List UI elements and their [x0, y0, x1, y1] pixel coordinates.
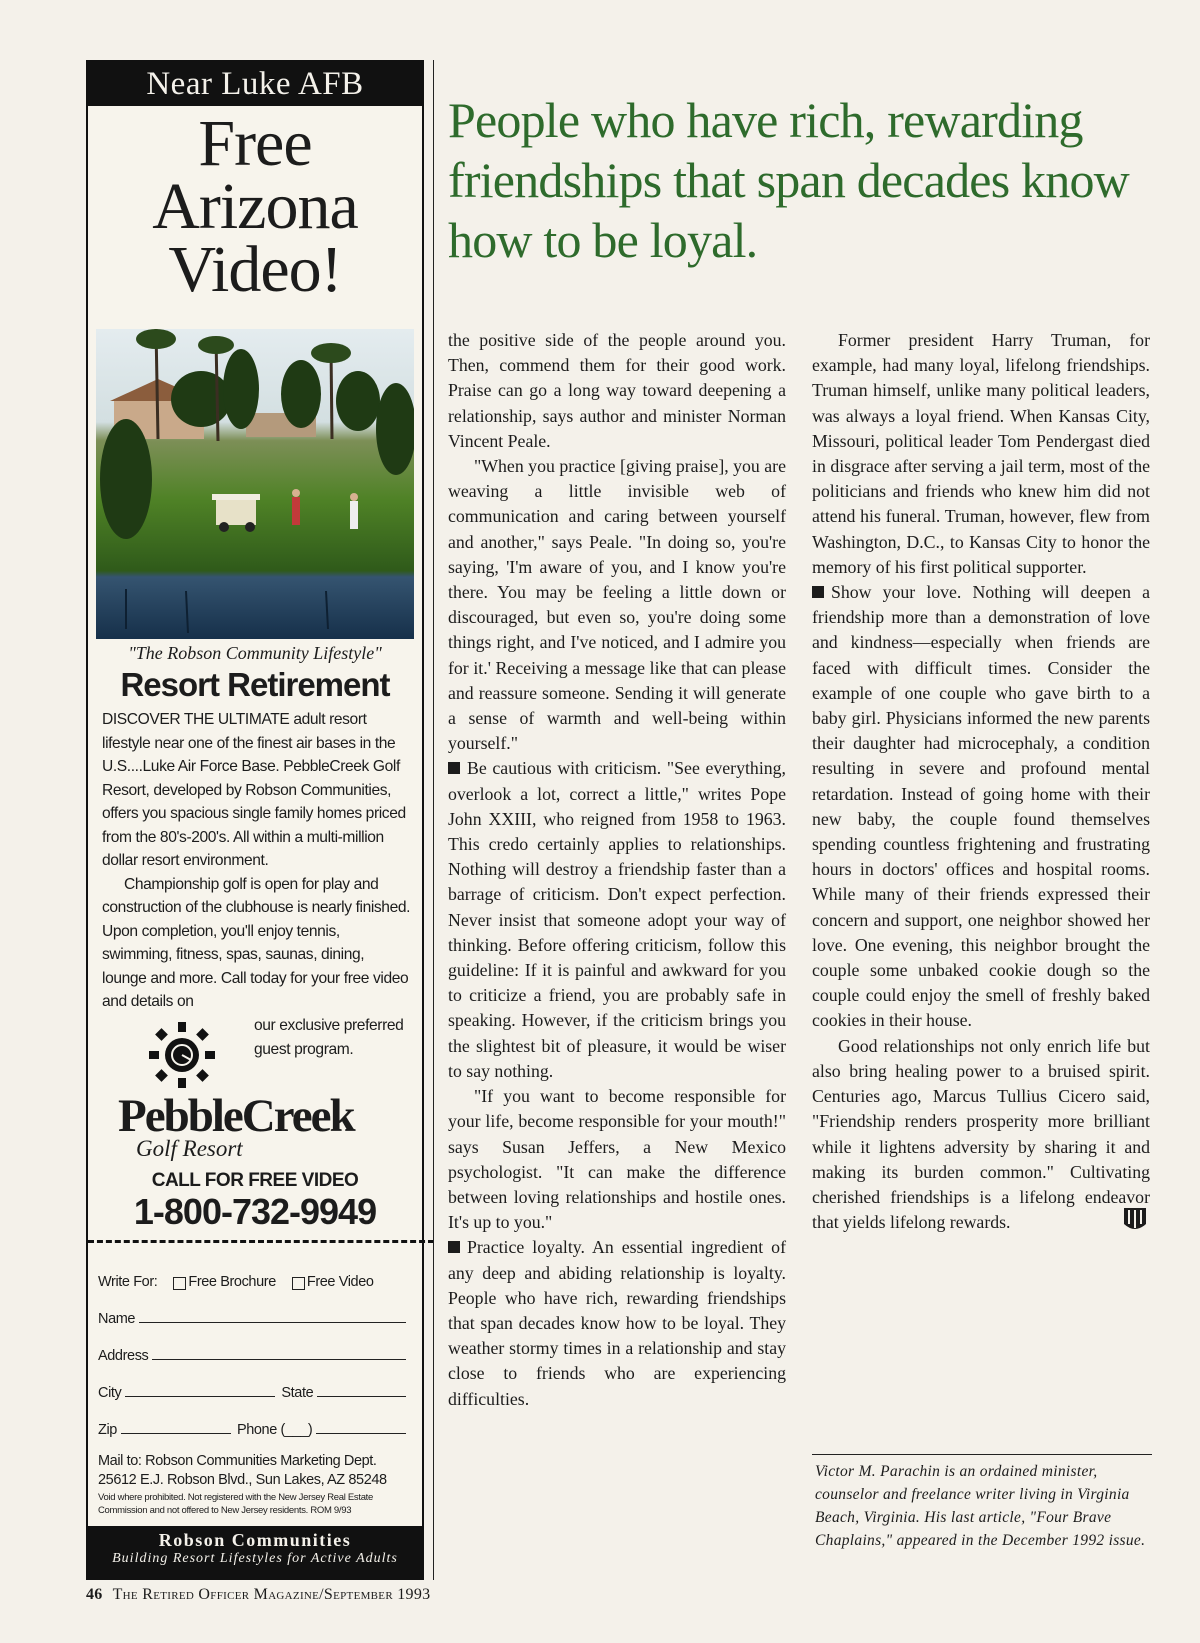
ad-body-paragraph: DISCOVER THE ULTIMATE adult resort lifestyle near one of the finest air bases in the U.S....Luke Air Force Base. PebbleCreek Golf Resort, developed by Robson Communities, offers you spacious single family homes priced from the 80's-200's. All within a multi-million dollar resort environment.	[102, 711, 406, 869]
column-divider	[433, 60, 434, 1580]
headline-line: how to be loyal.	[448, 212, 758, 268]
legal-fine-print: Void where prohibited. Not registered with the New Jersey Real Estate Commission and not offered to New Jersey residents. ROM 9/93	[98, 1491, 374, 1516]
ad-footer	[88, 1526, 422, 1578]
coupon-cut-line	[88, 1240, 434, 1243]
square-bullet-icon	[448, 762, 460, 774]
ad-body	[102, 708, 412, 1092]
headline-line: friendships that span decades know	[448, 152, 1129, 208]
form-zip-row	[98, 1401, 412, 1438]
address-field[interactable]	[152, 1358, 406, 1360]
article-headline	[448, 90, 1168, 270]
article-column-2	[812, 328, 1150, 1235]
article-paragraph: "If you want to become responsible for your life, become responsible for your mouth!" says Susan Jeffers, a New Mexico psychologist. "It can make the difference between loving relationships and hostile ones. It's up to you."	[448, 1086, 786, 1233]
form-address-row	[98, 1327, 412, 1364]
end-mark-icon	[1120, 1204, 1150, 1234]
ad-headline-line: Video!	[168, 233, 342, 306]
page-number: 46	[86, 1586, 103, 1603]
ad-program-text: our exclusive preferred guest program.	[254, 1016, 404, 1058]
magazine-issue: The Retired Officer Magazine/September 1993	[112, 1586, 431, 1603]
video-label: Free Video	[306, 1273, 374, 1290]
city-label: City	[98, 1384, 122, 1401]
ad-headline-line: Arizona	[152, 170, 358, 243]
headline-line: People who have rich, rewarding	[448, 92, 1083, 148]
zip-label: Zip	[98, 1421, 117, 1438]
form-city-row	[98, 1364, 412, 1401]
ad-title: Resort Retirement	[120, 666, 390, 703]
phone-label: Phone (___)	[236, 1421, 313, 1438]
article-paragraph: the positive side of the people around you. Then, commend them for their good work. Praise can go a long way toward deepening a relationship, says author and minister Norman Vincent Peale.	[448, 330, 786, 451]
advertisement	[86, 60, 424, 1580]
ad-headline-line: Free	[198, 107, 312, 180]
state-field[interactable]	[317, 1395, 406, 1397]
phone-field[interactable]	[316, 1432, 406, 1434]
article-paragraph-final	[812, 1034, 1150, 1236]
coupon-form	[98, 1253, 412, 1438]
brochure-label: Free Brochure	[188, 1273, 276, 1290]
ad-call-to-action: CALL FOR FREE VIDEO	[151, 1169, 359, 1191]
address-label: Address	[98, 1347, 149, 1364]
name-label: Name	[98, 1310, 136, 1327]
page-folio	[86, 1586, 430, 1604]
ad-footer-tagline: Building Resort Lifestyles for Active Adults	[112, 1551, 398, 1566]
form-name-row	[98, 1290, 412, 1327]
article-paragraph-bulleted	[448, 756, 786, 1084]
ad-brand-subtitle: Golf Resort	[136, 1135, 243, 1161]
article-paragraph: "When you practice [giving praise], you are weaving a little invisible web of communication and caring between yourself and another," says Peale. "In doing so, you're saying, 'I'm aware of you, and I know you're there. You may be feeling a little down or discouraged, but even so, you're doing some things right, and I've noticed, and I admire you for it.' Receiving a message like that can please and reassure someone. Sending it will generate a sense of warmth and well-being within yourself."	[448, 456, 786, 754]
pebblecreek-sunburst-icon	[147, 1020, 217, 1090]
golf-course-illustration	[96, 329, 414, 639]
write-for-label: Write For:	[98, 1273, 158, 1290]
golf-course-photo	[96, 329, 414, 639]
mailing-address: Mail to: Robson Communities Marketing Dept. 25612 E.J. Robson Blvd., Sun Lakes, AZ 85248	[98, 1452, 387, 1488]
article-paragraph-text: Good relationships not only enrich life but also bring healing power to a bruised spirit. Centuries ago, Marcus Tullius Cicero said, "Friendship renders prosperity more brilliant while it lightens adversity by sharing it and making its burden common." Cultivating cherished friendships is a lifelong endeavor that yields lifelong rewards.	[812, 1035, 1150, 1233]
name-field[interactable]	[139, 1321, 406, 1323]
article-paragraph-bulleted	[448, 1235, 786, 1411]
article-paragraph-bulleted	[812, 580, 1150, 1034]
ad-banner: Near Luke AFB	[88, 62, 422, 106]
ad-caption: "The Robson Community Lifestyle"	[128, 643, 382, 663]
zip-field[interactable]	[121, 1432, 231, 1434]
ad-program-row	[102, 1014, 412, 1092]
author-bio: Victor M. Parachin is an ordained minister, counselor and freelance writer living in Virginia Beach, Virginia. His last article, "Four Brave Chaplains," appeared in the December 1992 issue.	[815, 1463, 1146, 1549]
ad-headline	[88, 107, 422, 306]
ad-brand-logo: PebbleCreek	[118, 1089, 354, 1142]
article-paragraph-text: Practice loyalty. An essential ingredient of any deep and abiding relationship is loyalty. People who have rich, rewarding friendships that span decades know how to be loyal. They weather stormy times in a relationship and stay close to friends who are experiencing difficulties.	[448, 1237, 786, 1409]
article-paragraph: Former president Harry Truman, for example, had many loyal, lifelong friendships. Truman himself, unlike many political leaders, was always a loyal friend. When Kansas City, Missouri, political leader Tom Pendergast died in disgrace after serving a jail term, most of the politicians and friends who knew him did not attend his funeral. Truman, however, flew from Washington, D.C., to Kansas City to honor the memory of his first political supporter.	[812, 330, 1150, 577]
article-column-1	[448, 328, 786, 1412]
video-checkbox[interactable]	[292, 1277, 305, 1290]
form-request-row	[98, 1253, 412, 1290]
bio-divider	[812, 1454, 1152, 1455]
state-label: State	[281, 1384, 314, 1401]
city-field[interactable]	[125, 1395, 275, 1397]
square-bullet-icon	[812, 586, 824, 598]
ad-footer-company: Robson Communities	[158, 1530, 352, 1550]
square-bullet-icon	[448, 1241, 460, 1253]
ad-body-paragraph: Championship golf is open for play and construction of the clubhouse is nearly finished. Upon completion, you'll enjoy tennis, swimming, fitness, spas, saunas, dining, lounge and more. Call today for your free video and details on	[102, 875, 411, 1010]
article-paragraph-text: Be cautious with criticism. "See everything, overlook a lot, correct a little," writes Pope John XXIII, who reigned from 1958 to 1963. This credo certainly applies to relationships. Nothing will destroy a friendship faster than a barrage of criticism. Don't expect perfection. Never insist that someone adopt your way of thinking. Before offering criticism, follow this guideline: If it is painful and awkward for you to criticize a friend, you are probably safe in speaking. However, if the criticism brings you the slightest bit of pleasure, it would be wiser to say nothing.	[448, 758, 786, 1081]
ad-phone-number: 1-800-732-9949	[133, 1190, 377, 1232]
brochure-checkbox[interactable]	[173, 1277, 186, 1290]
article-paragraph-text: Show your love. Nothing will deepen a friendship more than a demonstration of love and kindness—especially when friends are faced with difficult times. Consider the example of one couple who gave birth to a baby girl. Physicians informed the new parents their daughter had microcephaly, a condition resulting in severe and profound mental retardation. Instead of going home with their new baby, the couple found themselves spending countless frightening and frustrating hours in doctors' offices and hospital rooms. While many of their friends expressed their concern and support, one neighbor showed her love. One evening, this neighbor brought the couple some unbaked cookie dough so the couple could enjoy the smell of freshly baked cookies in their house.	[812, 582, 1150, 1031]
